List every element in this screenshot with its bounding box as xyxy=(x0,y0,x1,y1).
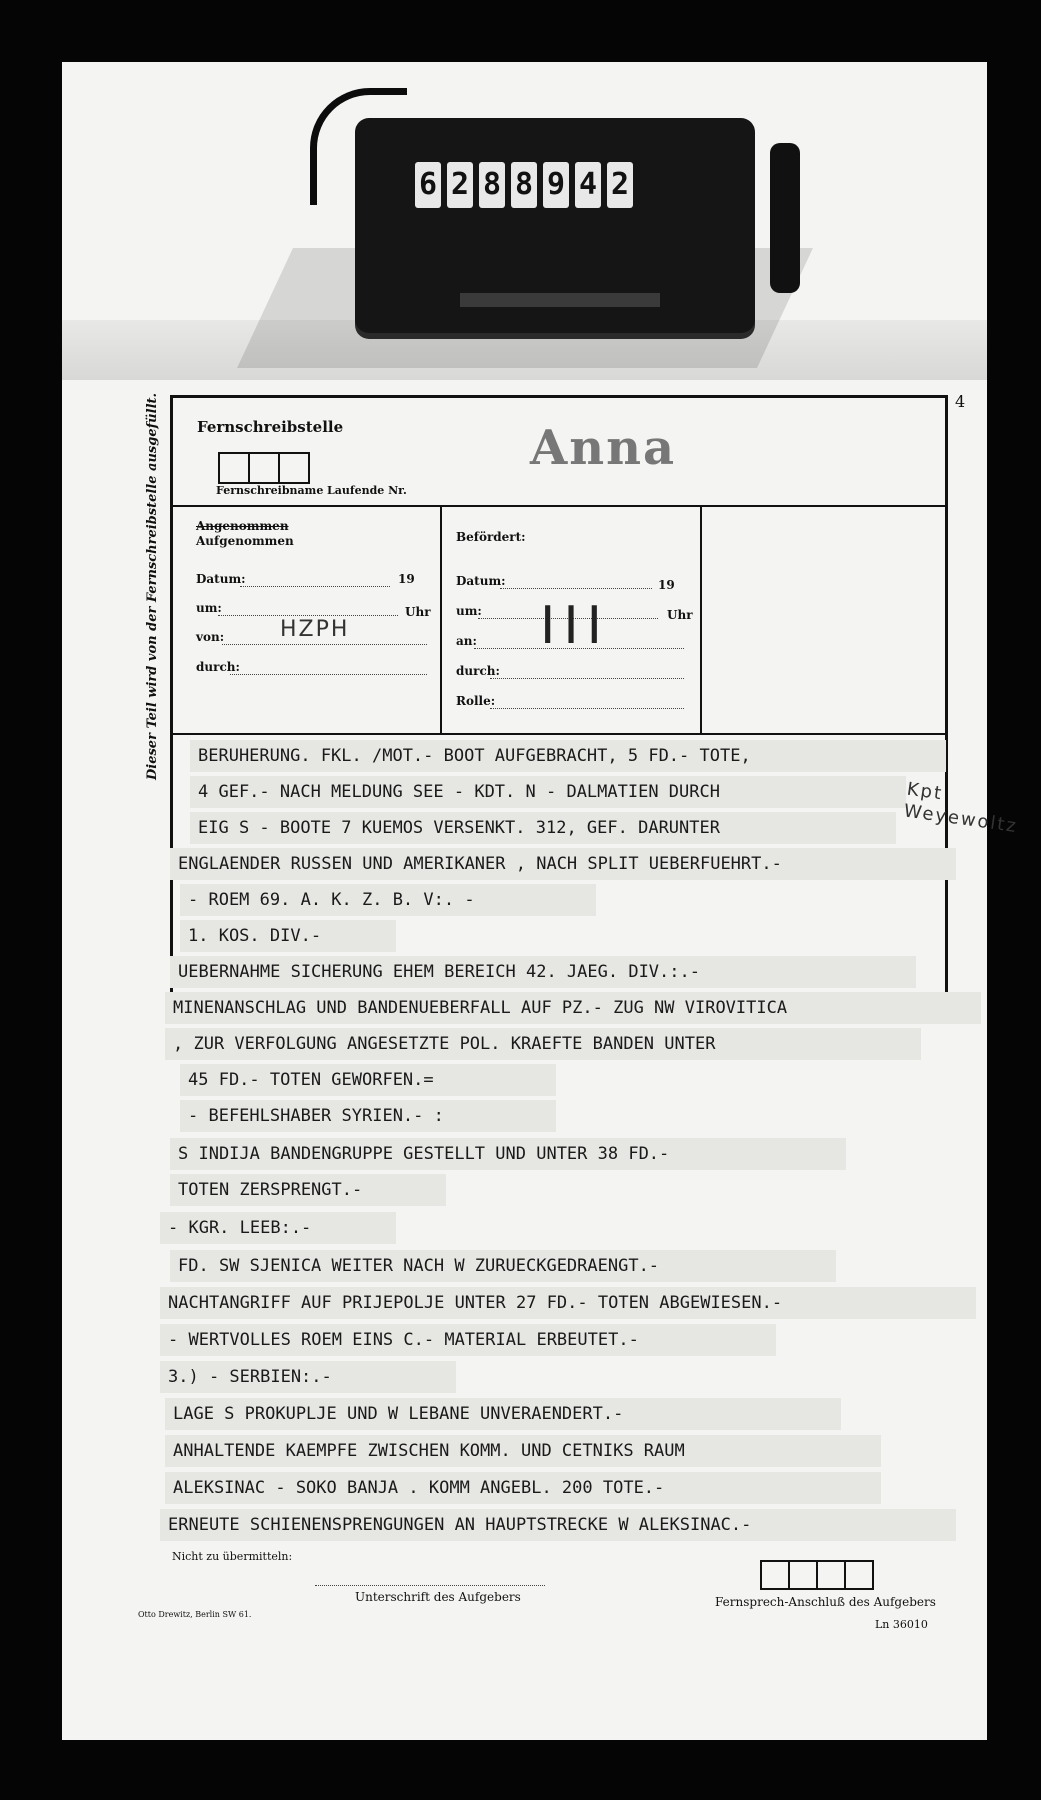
form-divider xyxy=(700,505,702,733)
counter-digit: 2 xyxy=(447,162,473,208)
message-line: MINENANSCHLAG UND BANDENUEBERFALL AUF PZ.- ZUG NW VIROVITICA xyxy=(165,992,981,1024)
message-line: ANHALTENDE KAEMPFE ZWISCHEN KOMM. UND CETNIKS RAUM xyxy=(165,1435,881,1467)
aufgenommen-label: Aufgenommen xyxy=(196,534,294,548)
counter-wheel xyxy=(770,143,800,293)
page-mark: 4 xyxy=(955,392,966,411)
fernschreibname-label: Fernschreibname xyxy=(216,484,324,497)
message-line: FD. SW SJENICA WEITER NACH W ZURUECKGEDRAENGT.- xyxy=(170,1250,836,1282)
message-line: 45 FD.- TOTEN GEWORFEN.= xyxy=(180,1064,556,1096)
message-line: S INDIJA BANDENGRUPPE GESTELLT UND UNTER 38 FD.- xyxy=(170,1138,846,1170)
message-line: - ROEM 69. A. K. Z. B. V:. - xyxy=(180,884,596,916)
unterschrift-label: Unterschrift des Aufgebers xyxy=(355,1590,521,1604)
message-line: - BEFEHLSHABER SYRIEN.- : xyxy=(180,1100,556,1132)
datum-label-2: Datum: xyxy=(456,574,506,588)
von-line xyxy=(222,644,427,645)
um-label-2: um: xyxy=(456,604,482,618)
an-label: an: xyxy=(456,634,477,648)
durch-label-2: durch: xyxy=(456,664,500,678)
phone-boxes xyxy=(760,1560,872,1590)
uhr-label-2: Uhr xyxy=(667,608,693,622)
anna-stamp: Anna xyxy=(530,420,677,476)
counter-digit: 8 xyxy=(511,162,537,208)
angenommen-label: Angenommen xyxy=(196,519,289,533)
form-title: Fernschreibstelle xyxy=(197,418,344,436)
laufende-nr-label: Laufende Nr. xyxy=(327,484,407,497)
datum-line-2 xyxy=(500,588,652,589)
rolle-line xyxy=(490,708,684,709)
message-line: , ZUR VERFOLGUNG ANGESETZTE POL. KRAEFTE BANDEN UNTER xyxy=(165,1028,921,1060)
counter-digits xyxy=(415,162,633,208)
printer-label: Otto Drewitz, Berlin SW 61. xyxy=(138,1610,252,1619)
counter-device xyxy=(355,88,775,348)
counter-digit: 6 xyxy=(415,162,441,208)
um-line xyxy=(218,615,398,616)
message-line: - KGR. LEEB:.- xyxy=(160,1212,396,1244)
uhr-label: Uhr xyxy=(405,605,431,619)
numeral-handwritten: III xyxy=(540,596,611,656)
message-line: ENGLAENDER RUSSEN UND AMERIKANER , NACH SPLIT UEBERFUEHRT.- xyxy=(170,848,956,880)
message-line: BERUHERUNG. FKL. /MOT.- BOOT AUFGEBRACHT, 5 FD.- TOTE, xyxy=(190,740,946,772)
form-divider xyxy=(172,505,946,507)
year-prefix-2: 19 xyxy=(658,578,675,592)
message-line: UEBERNAHME SICHERUNG EHEM BEREICH 42. JAEG. DIV.:.- xyxy=(170,956,916,988)
nicht-label: Nicht zu übermitteln: xyxy=(172,1550,293,1563)
rolle-label: Rolle: xyxy=(456,694,496,708)
form-side-text: Dieser Teil wird von der Fernschreibstelle ausgefüllt. xyxy=(145,392,160,780)
von-label: von: xyxy=(196,630,225,644)
message-line: 4 GEF.- NACH MELDUNG SEE - KDT. N - DALMATIEN DURCH xyxy=(190,776,906,808)
befoerdert-label: Befördert: xyxy=(456,530,526,544)
form-divider xyxy=(440,505,442,733)
fernsprech-label: Fernsprech-Anschluß des Aufgebers xyxy=(715,1595,936,1609)
counter-digit: 9 xyxy=(543,162,569,208)
message-line: ALEKSINAC - SOKO BANJA . KOMM ANGEBL. 200 TOTE.- xyxy=(165,1472,881,1504)
message-line: TOTEN ZERSPRENGT.- xyxy=(170,1174,446,1206)
durch-line xyxy=(230,674,427,675)
message-line: ERNEUTE SCHIENENSPRENGUNGEN AN HAUPTSTRECKE W ALEKSINAC.- xyxy=(160,1509,956,1541)
message-line: - WERTVOLLES ROEM EINS C.- MATERIAL ERBEUTET.- xyxy=(160,1324,776,1356)
message-line: 3.) - SERBIEN:.- xyxy=(160,1361,456,1393)
signature-line xyxy=(315,1585,545,1586)
durch-line-2 xyxy=(490,678,684,679)
counter-digit: 8 xyxy=(479,162,505,208)
form-number: Ln 36010 xyxy=(875,1618,928,1631)
um-label: um: xyxy=(196,601,222,615)
message-line: EIG S - BOOTE 7 KUEMOS VERSENKT. 312, GEF. DARUNTER xyxy=(190,812,896,844)
year-prefix: 19 xyxy=(398,572,415,586)
form-divider xyxy=(172,733,946,735)
message-line: NACHTANGRIFF AUF PRIJEPOLJE UNTER 27 FD.- TOTEN ABGEWIESEN.- xyxy=(160,1287,976,1319)
counter-slot xyxy=(460,293,660,307)
durch-label: durch: xyxy=(196,660,240,674)
message-line: 1. KOS. DIV.- xyxy=(180,920,396,952)
message-line: LAGE S PROKUPLJE UND W LEBANE UNVERAENDERT.- xyxy=(165,1398,841,1430)
margin-note: Kpt Weyewoltz xyxy=(902,778,1020,838)
datum-label: Datum: xyxy=(196,572,246,586)
counter-digit: 4 xyxy=(575,162,601,208)
von-handwritten: HZPH xyxy=(280,617,350,642)
counter-digit: 2 xyxy=(607,162,633,208)
fernschreibname-boxes xyxy=(218,452,308,484)
datum-line xyxy=(240,586,390,587)
